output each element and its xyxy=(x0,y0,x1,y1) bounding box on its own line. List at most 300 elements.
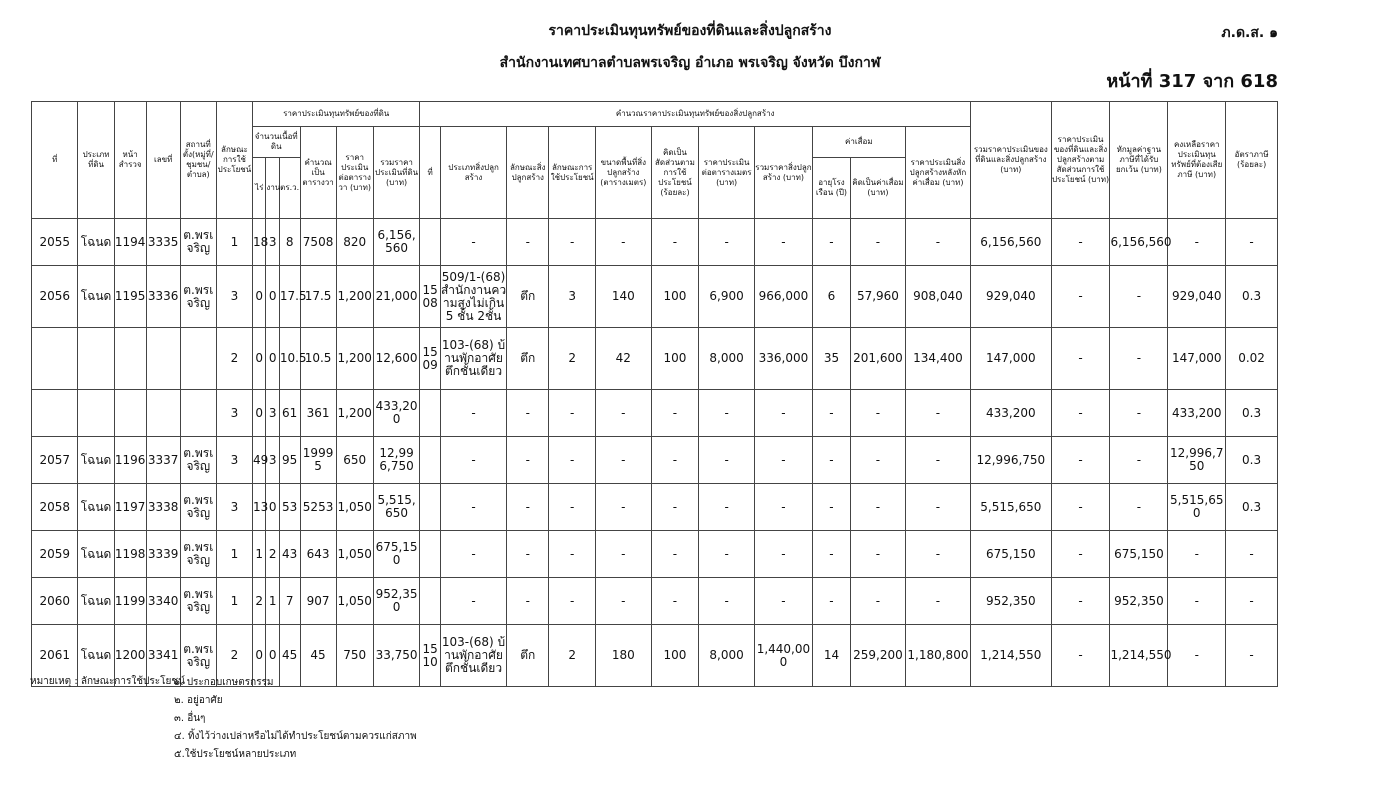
cell-b-no: 1509 xyxy=(420,328,441,390)
cell-rate: 0.3 xyxy=(1226,437,1278,484)
cell-taxable: 12,996,750 xyxy=(1168,437,1226,484)
cell-no: 2059 xyxy=(32,531,78,578)
cell-page: 1200 xyxy=(114,625,146,687)
cell-b-ratio: - xyxy=(651,390,699,437)
cell-b-type: - xyxy=(440,437,506,484)
cell-b-total: 336,000 xyxy=(755,328,813,390)
cell-b-ratio: - xyxy=(651,531,699,578)
cell-total-wa: 361 xyxy=(300,390,336,437)
cell-b-ratio: - xyxy=(651,219,699,266)
cell-rai: 13 xyxy=(253,484,266,531)
col-usage: ลักษณะการใช้ประโยชน์ xyxy=(216,102,252,219)
cell-land-total: 33,750 xyxy=(373,625,420,687)
cell-ratio-val: - xyxy=(1051,328,1110,390)
col-land-total: รวมราคาประเมินที่ดิน (บาท) xyxy=(373,127,420,219)
cell-b-total: - xyxy=(755,531,813,578)
cell-wa: 10.5 xyxy=(279,328,300,390)
cell-b-type: - xyxy=(440,578,506,625)
cell-loc xyxy=(180,328,216,390)
cell-total-wa: 19995 xyxy=(300,437,336,484)
cell-ppw: 1,200 xyxy=(336,328,373,390)
cell-b-total: - xyxy=(755,437,813,484)
cell-exempt: - xyxy=(1110,266,1168,328)
cell-taxable: 147,000 xyxy=(1168,328,1226,390)
cell-dep-age: - xyxy=(812,531,850,578)
cell-b-usage: - xyxy=(549,531,595,578)
cell-usage: 3 xyxy=(216,266,252,328)
cell-number: 3335 xyxy=(146,219,180,266)
cell-total-wa: 17.5 xyxy=(300,266,336,328)
cell-land-total: 12,996,750 xyxy=(373,437,420,484)
cell-b-no xyxy=(420,531,441,578)
form-code: ภ.ด.ส. ๑ xyxy=(1221,25,1278,41)
cell-wa: 17.5 xyxy=(279,266,300,328)
cell-number: 3341 xyxy=(146,625,180,687)
cell-ppw: 650 xyxy=(336,437,373,484)
cell-page: 1194 xyxy=(114,219,146,266)
cell-exempt: 1,214,550 xyxy=(1110,625,1168,687)
cell-b-area: 42 xyxy=(595,328,651,390)
cell-no: 2056 xyxy=(32,266,78,328)
cell-ppw: 820 xyxy=(336,219,373,266)
cell-dep-amt: - xyxy=(851,578,906,625)
cell-b-kind: - xyxy=(507,578,549,625)
col-no: ที่ xyxy=(32,102,78,219)
cell-b-after: - xyxy=(905,390,970,437)
cell-rai: 2 xyxy=(253,578,266,625)
cell-b-kind: - xyxy=(507,437,549,484)
cell-ratio-val: - xyxy=(1051,484,1110,531)
cell-b-total: - xyxy=(755,578,813,625)
col-building-usage: ลักษณะการใช้ประโยชน์ xyxy=(549,127,595,219)
cell-usage: 1 xyxy=(216,578,252,625)
cell-usage: 1 xyxy=(216,219,252,266)
cell-b-ratio: 100 xyxy=(651,266,699,328)
cell-loc: ต.พรเจริญ xyxy=(180,625,216,687)
cell-b-type: - xyxy=(440,219,506,266)
cell-b-after: - xyxy=(905,484,970,531)
cell-b-psqm: - xyxy=(699,578,755,625)
cell-taxable: 433,200 xyxy=(1168,390,1226,437)
cell-b-type: 103-(68) บ้านพักอาศัยตึกชั้นเดียว xyxy=(440,625,506,687)
cell-land-type: โฉนด xyxy=(78,219,114,266)
cell-loc: ต.พรเจริญ xyxy=(180,219,216,266)
document-title: ราคาประเมินทุนทรัพย์ของที่ดินและสิ่งปลูกสร้าง xyxy=(548,23,832,39)
cell-ngan: 0 xyxy=(266,266,279,328)
cell-no xyxy=(32,328,78,390)
table-row xyxy=(32,328,1278,390)
cell-b-no xyxy=(420,578,441,625)
cell-ratio-val: - xyxy=(1051,219,1110,266)
cell-taxable: - xyxy=(1168,531,1226,578)
cell-ratio-val: - xyxy=(1051,625,1110,687)
cell-b-kind: ตึก xyxy=(507,266,549,328)
cell-exempt: 675,150 xyxy=(1110,531,1168,578)
cell-ratio-val: - xyxy=(1051,266,1110,328)
col-land-type: ประเภทที่ดิน xyxy=(78,102,114,219)
cell-land-total: 6,156,560 xyxy=(373,219,420,266)
cell-dep-amt: 201,600 xyxy=(851,328,906,390)
col-building-kind: ลักษณะสิ่งปลูกสร้าง xyxy=(507,127,549,219)
cell-b-kind: - xyxy=(507,484,549,531)
cell-usage: 2 xyxy=(216,328,252,390)
cell-wa: 53 xyxy=(279,484,300,531)
cell-b-usage: - xyxy=(549,484,595,531)
cell-b-type: 509/1-(68) สำนักงานความสูงไม่เกิน 5 ชั้น 2ชั้น xyxy=(440,266,506,328)
cell-b-total: - xyxy=(755,390,813,437)
cell-b-total: - xyxy=(755,219,813,266)
cell-b-psqm: - xyxy=(699,219,755,266)
cell-dep-age: - xyxy=(812,437,850,484)
cell-b-area: - xyxy=(595,484,651,531)
cell-rai: 49 xyxy=(253,437,266,484)
cell-loc xyxy=(180,390,216,437)
cell-ngan: 1 xyxy=(266,578,279,625)
col-location: สถานที่ตั้ง(หมู่ที่/ชุมชน/ตำบล) xyxy=(180,102,216,219)
cell-taxable: - xyxy=(1168,219,1226,266)
cell-page: 1196 xyxy=(114,437,146,484)
cell-b-after: - xyxy=(905,531,970,578)
cell-dep-amt: - xyxy=(851,437,906,484)
col-taxable: คงเหลือราคาประเมินทุนทรัพย์ที่ต้องเสียภาษี (บาท) xyxy=(1168,102,1226,219)
cell-land-type: โฉนด xyxy=(78,266,114,328)
cell-land-total: 21,000 xyxy=(373,266,420,328)
cell-no xyxy=(32,390,78,437)
cell-b-area: 180 xyxy=(595,625,651,687)
cell-dep-age: 6 xyxy=(812,266,850,328)
cell-taxable: - xyxy=(1168,578,1226,625)
cell-ngan: 3 xyxy=(266,219,279,266)
table-row xyxy=(32,219,1278,266)
cell-b-no xyxy=(420,484,441,531)
cell-usage: 3 xyxy=(216,437,252,484)
cell-ppw: 1,050 xyxy=(336,531,373,578)
cell-wa: 45 xyxy=(279,625,300,687)
cell-b-ratio: 100 xyxy=(651,625,699,687)
cell-ngan: 3 xyxy=(266,437,279,484)
cell-number: 3336 xyxy=(146,266,180,328)
cell-page: 1195 xyxy=(114,266,146,328)
table-row xyxy=(32,531,1278,578)
cell-grand: 675,150 xyxy=(971,531,1052,578)
note-item: ๔. ทิ้งไว้ว่างเปล่าหรือไม่ได้ทำประโยชน์ตามควรแก่สภาพ xyxy=(174,731,417,742)
col-building-total: รวมราคาสิ่งปลูกสร้าง (บาท) xyxy=(755,127,813,219)
cell-b-ratio: - xyxy=(651,484,699,531)
cell-b-psqm: - xyxy=(699,484,755,531)
cell-loc: ต.พรเจริญ xyxy=(180,578,216,625)
col-group-building: คำนวณราคาประเมินทุนทรัพย์ของสิ่งปลูกสร้าง xyxy=(420,102,971,127)
table-row xyxy=(32,266,1278,328)
cell-usage: 2 xyxy=(216,625,252,687)
cell-ngan: 2 xyxy=(266,531,279,578)
cell-land-total: 12,600 xyxy=(373,328,420,390)
document-subtitle: สำนักงานเทศบาลตำบลพรเจริญ อำเภอ พรเจริญ จังหวัด บึงกาฬ xyxy=(499,55,881,71)
cell-usage: 1 xyxy=(216,531,252,578)
cell-b-type: 103-(68) บ้านพักอาศัยตึกชั้นเดียว xyxy=(440,328,506,390)
cell-grand: 12,996,750 xyxy=(971,437,1052,484)
cell-b-kind: - xyxy=(507,531,549,578)
cell-b-psqm: 8,000 xyxy=(699,625,755,687)
cell-grand: 5,515,650 xyxy=(971,484,1052,531)
cell-land-type xyxy=(78,328,114,390)
cell-dep-amt: - xyxy=(851,390,906,437)
cell-b-kind: - xyxy=(507,219,549,266)
col-building-after-dep: ราคาประเมินสิ่งปลูกสร้างหลังหักค่าเสื่อม (บาท) xyxy=(905,127,970,219)
cell-b-psqm: - xyxy=(699,437,755,484)
cell-rate: 0.3 xyxy=(1226,390,1278,437)
cell-ngan: 0 xyxy=(266,625,279,687)
cell-rate: - xyxy=(1226,625,1278,687)
notes-list xyxy=(174,674,417,764)
cell-b-total: - xyxy=(755,484,813,531)
col-group-depreciation: ค่าเสื่อม xyxy=(812,127,905,158)
cell-land-type: โฉนด xyxy=(78,625,114,687)
cell-land-type: โฉนด xyxy=(78,531,114,578)
col-dep-age: อายุโรงเรือน (ปี) xyxy=(812,158,850,219)
cell-total-wa: 45 xyxy=(300,625,336,687)
cell-loc: ต.พรเจริญ xyxy=(180,531,216,578)
cell-usage: 3 xyxy=(216,484,252,531)
cell-page: 1197 xyxy=(114,484,146,531)
cell-total-wa: 907 xyxy=(300,578,336,625)
cell-ppw: 1,050 xyxy=(336,484,373,531)
cell-number: 3340 xyxy=(146,578,180,625)
cell-b-after: - xyxy=(905,437,970,484)
col-building-price-sqm: ราคาประเมินต่อตารางเมตร (บาท) xyxy=(699,127,755,219)
col-dep-amount: คิดเป็นค่าเสื่อม (บาท) xyxy=(851,158,906,219)
col-exemption: หักมูลค่าฐานภาษีที่ได้รับยกเว้น (บาท) xyxy=(1110,102,1168,219)
cell-rate: 0.02 xyxy=(1226,328,1278,390)
cell-land-total: 5,515,650 xyxy=(373,484,420,531)
cell-page: 1199 xyxy=(114,578,146,625)
col-building-type: ประเภทสิ่งปลูกสร้าง xyxy=(440,127,506,219)
cell-dep-age: - xyxy=(812,578,850,625)
cell-rai: 1 xyxy=(253,531,266,578)
cell-exempt: 6,156,560 xyxy=(1110,219,1168,266)
table-row xyxy=(32,578,1278,625)
cell-b-total: 1,440,000 xyxy=(755,625,813,687)
cell-usage: 3 xyxy=(216,390,252,437)
cell-wa: 7 xyxy=(279,578,300,625)
cell-b-no: 1508 xyxy=(420,266,441,328)
cell-b-type: - xyxy=(440,390,506,437)
cell-b-area: - xyxy=(595,219,651,266)
cell-exempt: 952,350 xyxy=(1110,578,1168,625)
cell-b-no xyxy=(420,390,441,437)
cell-b-usage: - xyxy=(549,437,595,484)
col-building-ratio: คิดเป็นสัดส่วนตามการใช้ประโยชน์ (ร้อยละ) xyxy=(651,127,699,219)
cell-b-psqm: 6,900 xyxy=(699,266,755,328)
cell-grand: 6,156,560 xyxy=(971,219,1052,266)
note-item: ๒. อยู่อาศัย xyxy=(174,695,223,706)
cell-b-area: - xyxy=(595,437,651,484)
table-body xyxy=(32,219,1278,687)
cell-ngan: 0 xyxy=(266,484,279,531)
cell-land-type: โฉนด xyxy=(78,437,114,484)
cell-loc: ต.พรเจริญ xyxy=(180,437,216,484)
cell-no: 2061 xyxy=(32,625,78,687)
cell-number: 3337 xyxy=(146,437,180,484)
cell-ppw: 1,200 xyxy=(336,390,373,437)
col-grand-total: รวมราคาประเมินของที่ดินและสิ่งปลูกสร้าง (บาท) xyxy=(971,102,1052,219)
notes-label: หมายเหตุ : ลักษณะการใช้ประโยชน์ xyxy=(30,676,185,687)
cell-exempt: - xyxy=(1110,484,1168,531)
cell-dep-amt: - xyxy=(851,531,906,578)
cell-grand: 433,200 xyxy=(971,390,1052,437)
cell-exempt: - xyxy=(1110,328,1168,390)
table-row xyxy=(32,390,1278,437)
cell-ngan: 0 xyxy=(266,328,279,390)
col-price-per-wa: ราคาประเมินต่อตารางวา (บาท) xyxy=(336,127,373,219)
table-row xyxy=(32,484,1278,531)
cell-rai: 0 xyxy=(253,266,266,328)
cell-dep-amt: 259,200 xyxy=(851,625,906,687)
cell-rai: 18 xyxy=(253,219,266,266)
cell-wa: 95 xyxy=(279,437,300,484)
cell-land-type: โฉนด xyxy=(78,484,114,531)
cell-rate: - xyxy=(1226,219,1278,266)
cell-b-ratio: 100 xyxy=(651,328,699,390)
cell-b-usage: 2 xyxy=(549,625,595,687)
note-item: ๑. ประกอบเกษตรกรรม xyxy=(174,677,274,688)
col-ngan: งาน xyxy=(266,158,279,219)
cell-ratio-val: - xyxy=(1051,578,1110,625)
cell-b-after: 134,400 xyxy=(905,328,970,390)
page-number: หน้าที่ 317 จาก 618 xyxy=(1106,71,1278,92)
cell-loc: ต.พรเจริญ xyxy=(180,484,216,531)
cell-b-usage: - xyxy=(549,578,595,625)
cell-b-total: 966,000 xyxy=(755,266,813,328)
cell-total-wa: 7508 xyxy=(300,219,336,266)
cell-b-usage: - xyxy=(549,390,595,437)
cell-dep-amt: 57,960 xyxy=(851,266,906,328)
cell-rate: - xyxy=(1226,531,1278,578)
cell-no: 2058 xyxy=(32,484,78,531)
cell-grand: 952,350 xyxy=(971,578,1052,625)
cell-b-kind: ตึก xyxy=(507,328,549,390)
cell-rate: 0.3 xyxy=(1226,266,1278,328)
cell-number: 3339 xyxy=(146,531,180,578)
cell-dep-age: - xyxy=(812,219,850,266)
cell-ppw: 1,200 xyxy=(336,266,373,328)
cell-b-type: - xyxy=(440,531,506,578)
cell-b-kind: - xyxy=(507,390,549,437)
cell-ngan: 3 xyxy=(266,390,279,437)
cell-dep-amt: - xyxy=(851,219,906,266)
col-group-land: ราคาประเมินทุนทรัพย์ของที่ดิน xyxy=(253,102,420,127)
cell-b-area: - xyxy=(595,531,651,578)
col-number: เลขที่ xyxy=(146,102,180,219)
cell-exempt: - xyxy=(1110,437,1168,484)
cell-b-psqm: 8,000 xyxy=(699,328,755,390)
cell-total-wa: 10.5 xyxy=(300,328,336,390)
cell-no: 2055 xyxy=(32,219,78,266)
cell-page xyxy=(114,390,146,437)
cell-wa: 61 xyxy=(279,390,300,437)
cell-wa: 43 xyxy=(279,531,300,578)
cell-b-after: 908,040 xyxy=(905,266,970,328)
cell-loc: ต.พรเจริญ xyxy=(180,266,216,328)
cell-b-no: 1510 xyxy=(420,625,441,687)
cell-dep-age: - xyxy=(812,484,850,531)
cell-ratio-val: - xyxy=(1051,390,1110,437)
note-item: ๓. อื่นๆ xyxy=(174,713,206,724)
col-rai: ไร่ xyxy=(253,158,266,219)
cell-ppw: 1,050 xyxy=(336,578,373,625)
col-tax-rate: อัตราภาษี (ร้อยละ) xyxy=(1226,102,1278,219)
cell-dep-age: 35 xyxy=(812,328,850,390)
cell-number: 3338 xyxy=(146,484,180,531)
cell-b-after: - xyxy=(905,578,970,625)
cell-b-after: 1,180,800 xyxy=(905,625,970,687)
col-building-area: ขนาดพื้นที่สิ่งปลูกสร้าง (ตารางเมตร) xyxy=(595,127,651,219)
cell-exempt: - xyxy=(1110,390,1168,437)
cell-b-psqm: - xyxy=(699,531,755,578)
note-item: ๕.ใช้ประโยชน์หลายประเภท xyxy=(174,749,297,760)
cell-dep-amt: - xyxy=(851,484,906,531)
cell-b-no xyxy=(420,219,441,266)
cell-b-ratio: - xyxy=(651,578,699,625)
col-ratio-value: ราคาประเมินของที่ดินและสิ่งปลูกสร้างตามสัดส่วนการใช้ประโยชน์ (บาท) xyxy=(1051,102,1110,219)
cell-no: 2060 xyxy=(32,578,78,625)
cell-number xyxy=(146,390,180,437)
cell-rai: 0 xyxy=(253,390,266,437)
cell-b-after: - xyxy=(905,219,970,266)
cell-b-usage: - xyxy=(549,219,595,266)
cell-land-type: โฉนด xyxy=(78,578,114,625)
cell-land-total: 433,200 xyxy=(373,390,420,437)
cell-page xyxy=(114,328,146,390)
cell-rate: 0.3 xyxy=(1226,484,1278,531)
table-row xyxy=(32,437,1278,484)
cell-page: 1198 xyxy=(114,531,146,578)
cell-rai: 0 xyxy=(253,625,266,687)
cell-b-ratio: - xyxy=(651,437,699,484)
cell-ratio-val: - xyxy=(1051,531,1110,578)
cell-total-wa: 5253 xyxy=(300,484,336,531)
cell-land-type xyxy=(78,390,114,437)
cell-b-area: 140 xyxy=(595,266,651,328)
cell-land-total: 675,150 xyxy=(373,531,420,578)
cell-b-type: - xyxy=(440,484,506,531)
cell-grand: 1,214,550 xyxy=(971,625,1052,687)
cell-ppw: 750 xyxy=(336,625,373,687)
col-building-no: ที่ xyxy=(420,127,441,219)
cell-no: 2057 xyxy=(32,437,78,484)
cell-taxable: 929,040 xyxy=(1168,266,1226,328)
cell-total-wa: 643 xyxy=(300,531,336,578)
col-group-area: จำนวนเนื้อที่ดิน xyxy=(253,127,301,158)
col-survey-page: หน้าสำรวจ xyxy=(114,102,146,219)
cell-grand: 147,000 xyxy=(971,328,1052,390)
cell-land-total: 952,350 xyxy=(373,578,420,625)
cell-taxable: - xyxy=(1168,625,1226,687)
cell-b-usage: 3 xyxy=(549,266,595,328)
cell-rai: 0 xyxy=(253,328,266,390)
cell-dep-age: 14 xyxy=(812,625,850,687)
col-wa: ตร.ว. xyxy=(279,158,300,219)
assessment-table xyxy=(31,101,1278,687)
cell-wa: 8 xyxy=(279,219,300,266)
cell-taxable: 5,515,650 xyxy=(1168,484,1226,531)
cell-b-usage: 2 xyxy=(549,328,595,390)
cell-dep-age: - xyxy=(812,390,850,437)
cell-rate: - xyxy=(1226,578,1278,625)
cell-grand: 929,040 xyxy=(971,266,1052,328)
cell-b-no xyxy=(420,437,441,484)
cell-number xyxy=(146,328,180,390)
cell-b-psqm: - xyxy=(699,390,755,437)
